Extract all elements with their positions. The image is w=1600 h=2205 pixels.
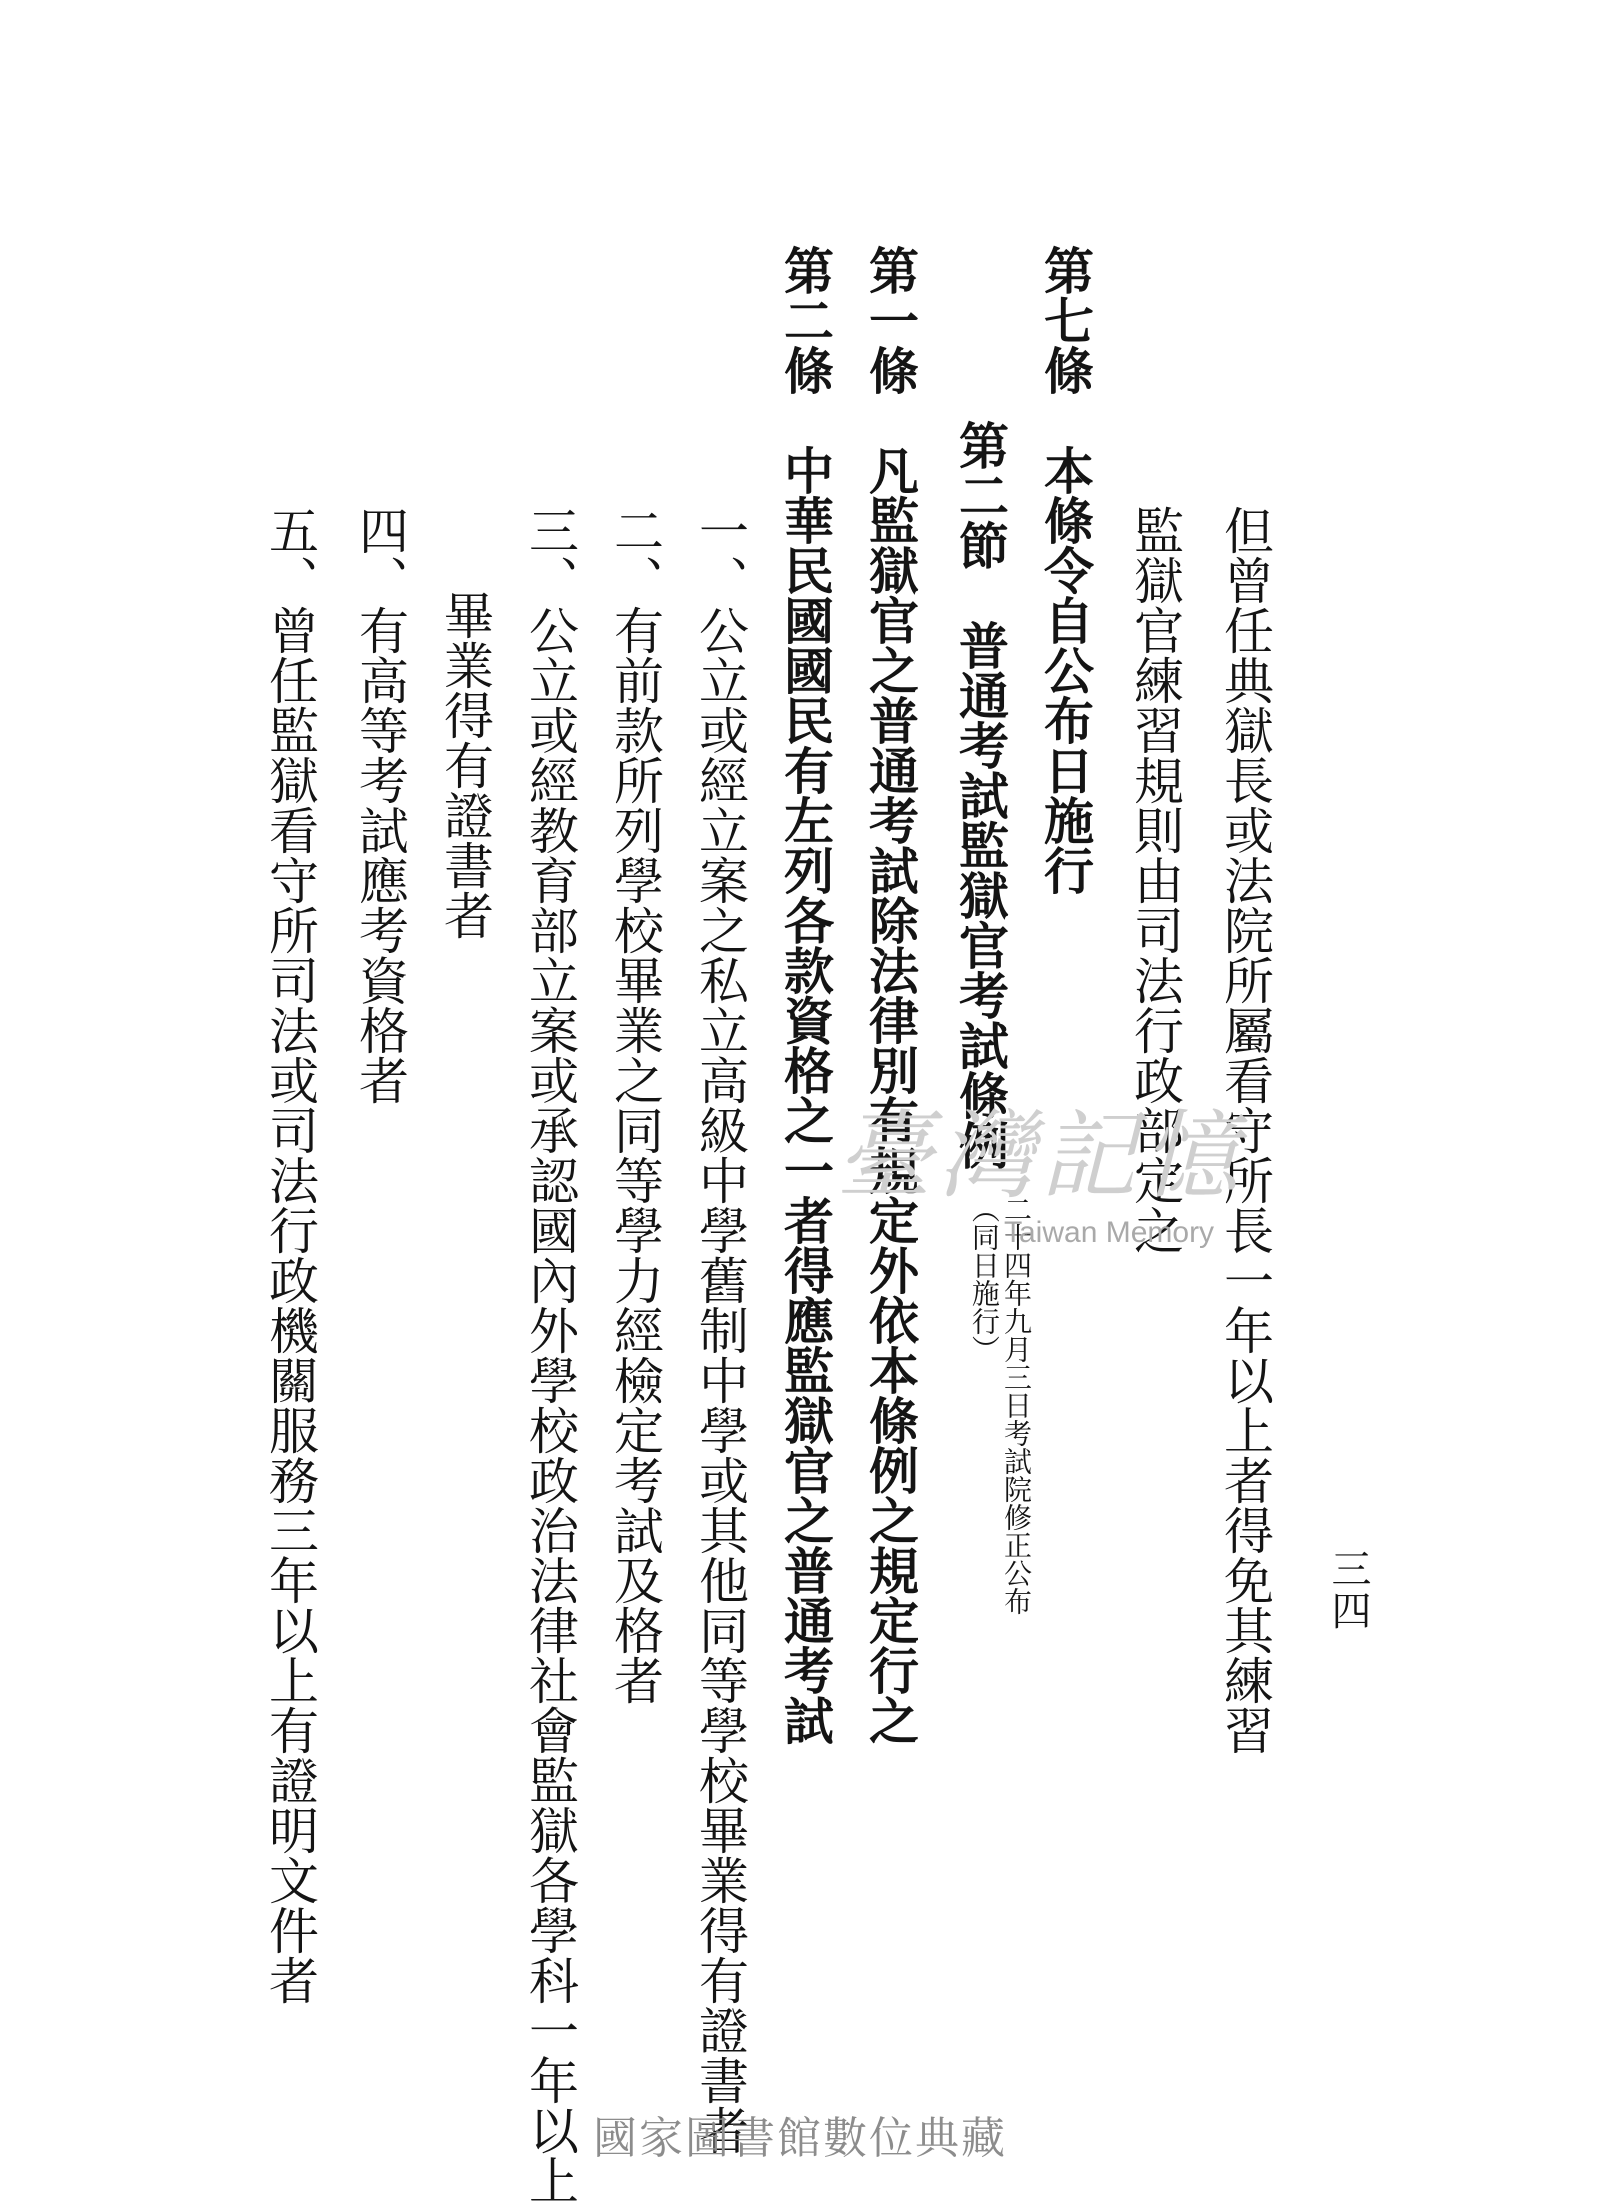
item-3-continued: 畢業得有證書者 (436, 590, 494, 940)
article-1: 第一條 凡監獄官之普通考試除法律別有規定外依本條例之規定行之 (861, 245, 920, 1745)
watermark-cn-text: 臺灣記憶 (836, 1100, 1244, 1212)
promulgation-note-line-1: 二十四年九月三日考試院修正公布 (1000, 1195, 1033, 1615)
text-column-2: 監獄官練習規則由司法行政部定之 (1126, 505, 1184, 1255)
page-number: 三四 (1325, 1548, 1371, 1632)
promulgation-note-line-2: （同日施行） (967, 1195, 1001, 1363)
item-2: 二、有前款所列學校畢業之同等學力經檢定考試及格者 (606, 505, 664, 1705)
text-column-1: 但曾任典獄長或法院所屬看守所長一年以上者得免其練習 (1216, 505, 1274, 1755)
item-4: 四、有高等考試應考資格者 (351, 505, 409, 1105)
article-7: 第七條 本條令自公布日施行 (1036, 245, 1095, 895)
item-5: 五、曾任監獄看守所司法或司法行政機關服務三年以上有證明文件者 (261, 505, 319, 2005)
watermark-en-text: Taiwan Memory (1004, 1216, 1215, 1249)
item-3: 三、公立或經教育部立案或承認國內外學校政治法律社會監獄各學科一年以上 (521, 505, 579, 2205)
section-heading: 第二節 普通考試監獄官考試條例 (951, 420, 1010, 1170)
promulgation-note (968, 1195, 1032, 1615)
item-1: 一、公立或經立案之私立高級中學舊制中學或其他同等學校畢業得有證書者 (691, 505, 749, 2155)
article-2: 第二條 中華民國國民有左列各款資格之一者得應監獄官之普通考試 (776, 245, 835, 1745)
footer-archive-label: 國家圖書館數位典藏 (593, 2113, 1007, 2164)
